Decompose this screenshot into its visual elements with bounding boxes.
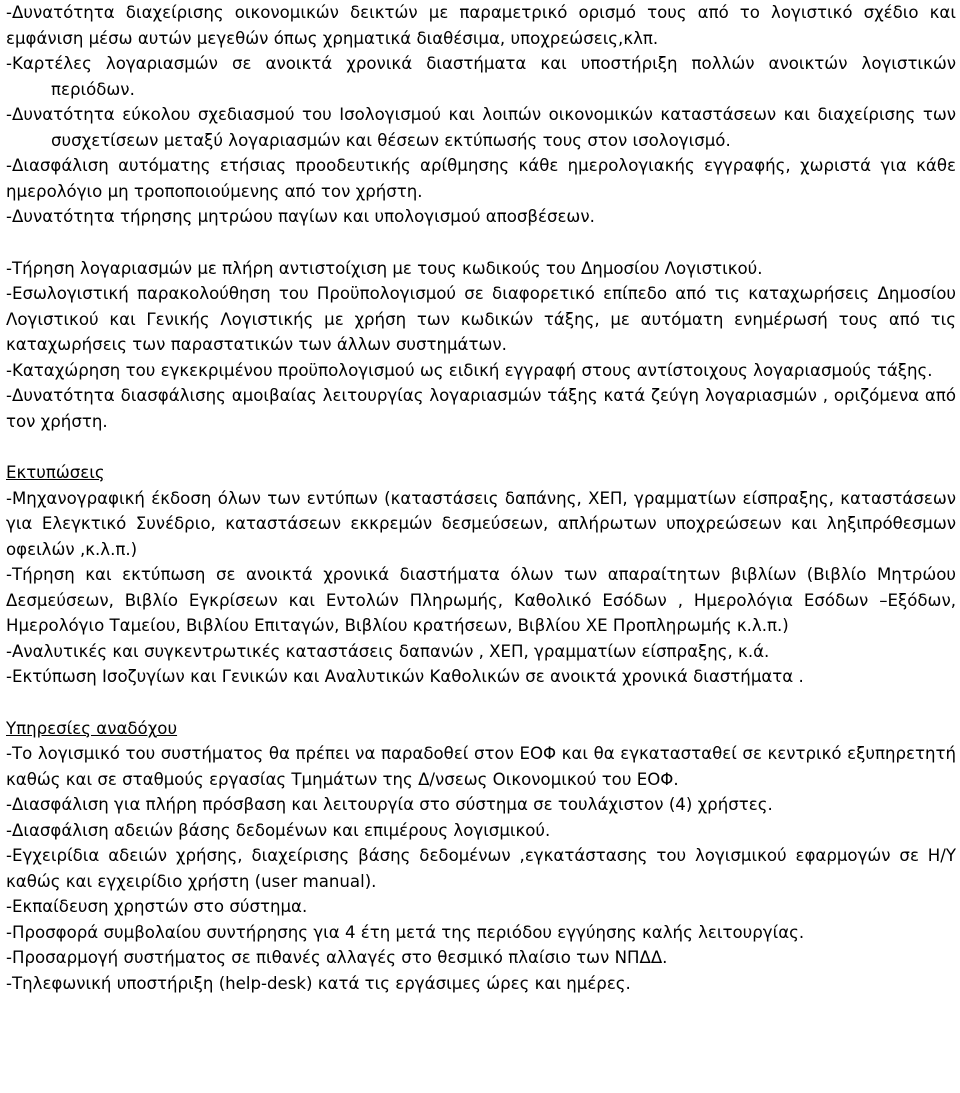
paragraph-account-cards: -Καρτέλες λογαριασμών σε ανοικτά χρονικά διαστήματα και υποστήριξη πολλών ανοικτών λογιστικών περιόδων.	[6, 54, 956, 99]
support-item: -Διασφάλιση για πλήρη πρόσβαση και λειτουργία στο σύστημα σε τουλάχιστον (4) χρήστες.	[6, 795, 773, 814]
support-item: -Εγχειρίδια αδειών χρήσης, διαχείρισης βάσης δεδομένων ,εγκατάστασης του λογισμικού εφαρμογών σε Η/Υ καθώς και εγχειρίδιο χρήστη (user manual).	[6, 846, 956, 891]
printouts-item: -Αναλυτικές και συγκεντρωτικές καταστάσεις δαπανών , ΧΕΠ, γραμματίων είσπραξης, κ.ά.	[6, 641, 770, 661]
support-item: -Τηλεφωνική υποστήριξη (help-desk) κατά τις εργάσιμες ώρες και ημέρες.	[6, 973, 631, 993]
printouts-item: -Τήρηση και εκτύπωση σε ανοικτά χρονικά διαστήματα όλων των απαραίτητων βιβλίων (Βιβλίο Μητρώου Δεσμεύσεων, Βιβλίο Εγκρίσεων και Εντολών Πληρωμής, Καθολικό Εσόδων , Ημερολόγια Εσόδων –Εξόδων, Ημερολόγιο Ταμείου, Βιβλίου Επιταγών, Βιβλίου κρατήσεων, Βιβλίου ΧΕ Προπληρωμής κ.λ.π.)	[6, 565, 956, 635]
paragraph-financial-indicators: -Δυνατότητα διαχείρισης οικονομικών δεικτών με παραμετρικό ορισμό τους από το λογιστικό σχέδιο και εμφάνιση μέσω αυτών μεγεθών όπως χρηματικά διαθέσιμα, υποχρεώσεις,κλπ.	[6, 3, 956, 48]
paragraph-fixed-assets: -Δυνατότητα τήρησης μητρώου παγίων και υπολογισμού αποσβέσεων.	[6, 207, 595, 226]
paragraph-budget-entry: -Καταχώρηση του εγκεκριμένου προϋπολογισμού ως ειδική εγγραφή στους αντίστοιχους λογαριασμούς τάξης.	[6, 360, 933, 380]
support-item: -Προσαρμογή συστήματος σε πιθανές αλλαγές στο θεσμικό πλαίσιο των ΝΠΔΔ.	[6, 948, 668, 967]
section-heading-contractor-services: Υπηρεσίες αναδόχου	[6, 718, 178, 738]
printouts-item: -Εκτύπωση Ισοζυγίων και Γενικών και Αναλυτικών Καθολικών σε ανοικτά χρονικά διαστήματα .	[6, 667, 804, 686]
paragraph-journal-numbering: -Διασφάλιση αυτόματης ετήσιας προοδευτικής αρίθμησης κάθε ημερολογιακής εγγραφής, χωριστά για κάθε ημερολόγιο μη τροποποιούμενης από τον χρήστη.	[6, 156, 956, 201]
support-item: -Εκπαίδευση χρηστών στο σύστημα.	[6, 897, 308, 916]
printouts-item: -Μηχανογραφική έκδοση όλων των εντύπων (καταστάσεις δαπάνης, ΧΕΠ, γραμματίων είσπραξης, καταστάσεων για Ελεγκτικό Συνέδριο, καταστάσεων εκκρεμών δεσμεύσεων, απλήρωτων υποχρεώσεων και ληξιπρόθεσμων οφειλών ,κ.λ.π.)	[6, 488, 956, 559]
paragraph-public-accounting-codes: -Τήρηση λογαριασμών με πλήρη αντιστοίχιση με τους κωδικούς του Δημοσίου Λογιστικού.	[6, 258, 763, 278]
paragraph-budget-tracking: -Εσωλογιστική παρακολούθηση του Προϋπολογισμού σε διαφορετικό επίπεδο από τις καταχωρήσεις Δημοσίου Λογιστικού και Γενικής Λογιστικής με χρήση των κωδικών τάξης, με αυτόματη ενημέρωσή τους από τις καταχωρήσεις των παραστατικών των άλλων συστημάτων.	[6, 284, 956, 354]
support-item: -Διασφάλιση αδειών βάσης δεδομένων και επιμέρους λογισμικού.	[6, 820, 551, 840]
support-item: -Προσφορά συμβολαίου συντήρησης για 4 έτη μετά της περιόδου εγγύησης καλής λειτουργίας.	[6, 922, 805, 942]
paragraph-balance-sheet-design: -Δυνατότητα εύκολου σχεδιασμού του Ισολογισμού και λοιπών οικονομικών καταστάσεων και διαχείρισης των συσχετίσεων μεταξύ λογαριασμών και θέσεων εκτύπωσής τους στον ισολογισμό.	[6, 105, 956, 150]
support-item: -Το λογισμικό του συστήματος θα πρέπει να παραδοθεί στον ΕΟΦ και θα εγκατασταθεί σε κεντρικό εξυπηρετητή καθώς και σε σταθμούς εργασίας Τμημάτων της Δ/νσεως Οικονομικού του ΕΟΦ.	[6, 744, 956, 789]
paragraph-memo-accounts: -Δυνατότητα διασφάλισης αμοιβαίας λειτουργίας λογαριασμών τάξης κατά ζεύγη λογαριασμών , οριζόμενα από τον χρήστη.	[6, 386, 956, 431]
section-heading-printouts: Εκτυπώσεις	[6, 463, 105, 482]
